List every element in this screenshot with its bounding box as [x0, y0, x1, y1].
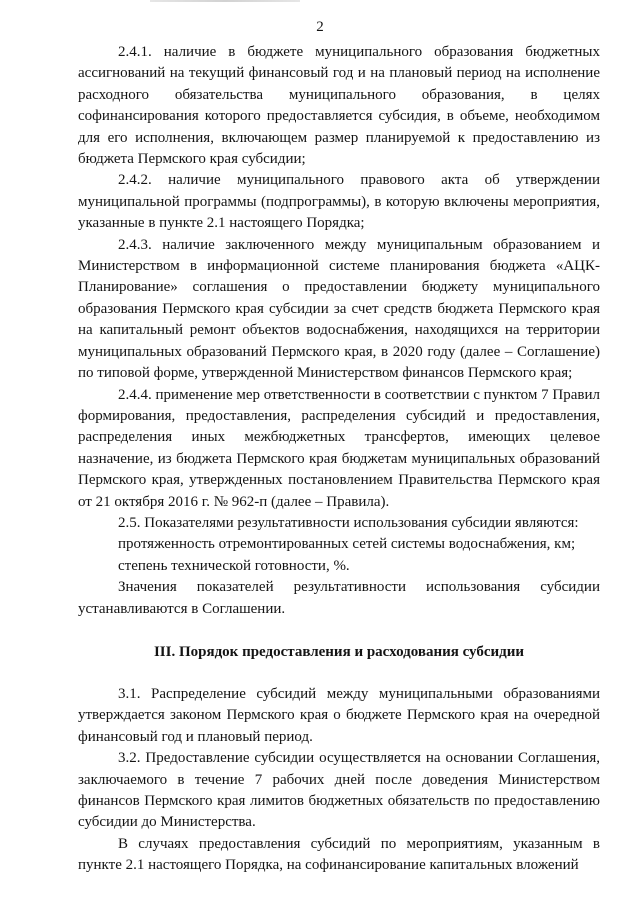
paragraph-2-4-4: 2.4.4. применение мер ответственности в соответствии с пунктом 7 Правил формирования, предоставления, распределения субсидий и предоставления, распределения иных межбюджетных трансфертов, имеющих целевое назначение, из бюджета Пермского края бюджетам муниципальных образований Пермского края, утвержденных постановлением Правительства Пермского края от 21 октября 2016 г. № 962-п (далее – Правила). — [78, 386, 600, 510]
paragraph-2-5: 2.5. Показателями результативности использования субсидии являются: — [118, 514, 579, 531]
paragraph-2-4-1: 2.4.1. наличие в бюджете муниципального образования бюджетных ассигнований на текущий финансовый год и на плановый период на исполнение расходного обязательства муниципального образования, в целях софинансирования которого предоставляется субсидия, в объеме, необходимом для его исполнения, включающем размер планируемой к предоставлению из бюджета Пермского края субсидии; — [78, 44, 600, 168]
document-body — [78, 42, 600, 877]
paragraph-indicator-values: Значения показателей результативности использования субсидии устанавливаются в Соглашении. — [78, 579, 600, 617]
scan-edge-artifact — [150, 0, 300, 2]
paragraph-2-4-2: 2.4.2. наличие муниципального правового акта об утверждении муниципальной программы (подпрограммы), в которую включены мероприятия, указанные в пункте 2.1 настоящего Порядка; — [78, 172, 600, 232]
indicator-item-length: протяженность отремонтированных сетей системы водоснабжения, км; — [118, 536, 576, 553]
paragraph-3-2: 3.2. Предоставление субсидии осуществляется на основании Соглашения, заключаемого в течение 7 рабочих дней после доведения Министерством финансов Пермского края лимитов бюджетных обязательств по предоставлению субсидии до Министерства. — [78, 750, 600, 831]
paragraph-3-1: 3.1. Распределение субсидий между муниципальными образованиями утверждается законом Пермского края о бюджете Пермского края на очередной финансовый год и плановый период. — [78, 685, 600, 745]
page-number: 2 — [316, 19, 324, 35]
section-heading: III. Порядок предоставления и расходования субсидии — [153, 643, 525, 660]
paragraph-2-4-3: 2.4.3. наличие заключенного между муниципальным образованием и Министерством в информационной системе планирования бюджета «АЦК-Планирование» соглашения о предоставлении бюджету муниципального образования Пермского края субсидии за счет средств бюджета Пермского края на капитальный ремонт объектов водоснабжения, находящихся на территории муниципальных образований Пермского края, в 2020 году (далее – Соглашение) по типовой форме, утвержденной Министерством финансов Пермского края; — [78, 236, 600, 382]
paragraph-capital-investments: В случаях предоставления субсидий по мероприятиям, указанным в пункте 2.1 настоящего Порядка, на софинансирование капитальных вложений — [78, 835, 600, 874]
indicator-item-readiness: степень технической готовности, %. — [118, 557, 350, 574]
